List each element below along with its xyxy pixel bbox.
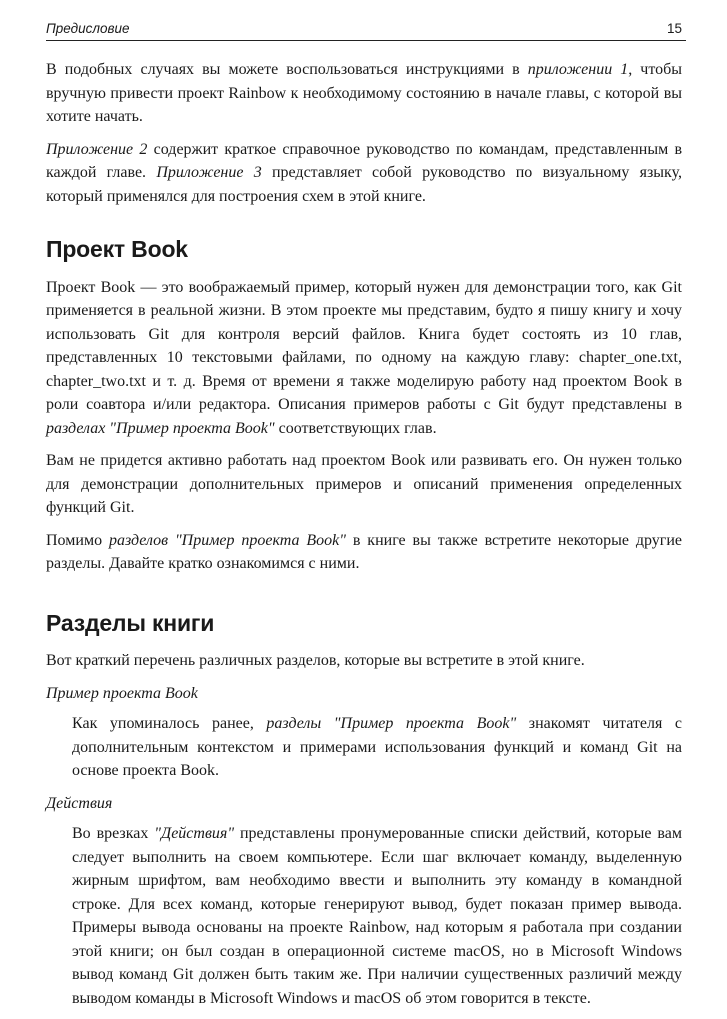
- text-run: Во врезках: [72, 825, 155, 842]
- book-project-paragraph-1: [46, 276, 682, 441]
- running-head: [46, 20, 686, 41]
- text-run: знакомят читателя с дополнительным контекстом и примерами использования функций и команд Git на основе проекта Book.: [72, 715, 683, 779]
- text-run: в книге вы также встретите некоторые другие разделы. Давайте кратко ознакомимся с ними.: [46, 531, 683, 572]
- text-run: представлены пронумерованные списки действий, которые вам следует выполнить на своем компьютере. Если шаг включает команду, выделенную жирным шрифтом, вам необходимо ввести и выполнить эту команду в командной строке. Для всех команд, которые генерируют вывод, будет показан пример вывода. Примеры вывода основаны на проекте Rainbow, над которым я работала при создании этой книги; он был создан в операционной системе macOS, но в Microsoft Windows вывод команд Git должен быть таким же. При наличии существенных различий между выводом команды в Microsoft Windows и macOS об этом говорится в тексте.: [72, 825, 682, 1007]
- term-actions: Действия: [46, 794, 113, 812]
- book-project-paragraph-3: [46, 529, 682, 576]
- book-sections-intro: Вот краткий перечень различных разделов, которые вы встретите в этой книге.: [46, 652, 585, 669]
- appendix-1-reference: приложении 1: [527, 61, 629, 78]
- heading-book-project: Проект Book: [46, 236, 188, 262]
- intro-paragraph-2: [46, 138, 682, 209]
- text-run: Помимо: [46, 531, 109, 549]
- page-number: 15: [666, 21, 682, 36]
- book-example-reference: разделах "Пример проекта Book": [46, 419, 275, 437]
- actions-reference: "Действия": [154, 825, 235, 842]
- book-example-reference: разделов "Пример проекта Book": [108, 531, 346, 549]
- text-run: представляет собой руководство по визуальному языку, который применялся для построения схем в этой книге.: [46, 164, 683, 205]
- body-text: [46, 58, 682, 1019]
- text-run: содержит краткое справочное руководство по командам, представленным в каждой главе.: [46, 140, 683, 181]
- appendix-3-reference: Приложение 3: [156, 164, 262, 181]
- definition-book-example: [72, 712, 682, 783]
- appendix-2-reference: Приложение 2: [46, 140, 148, 158]
- definition-actions: [72, 822, 682, 1010]
- heading-book-sections: Разделы книги: [46, 609, 215, 636]
- text-run: соответствующих глав.: [274, 419, 437, 437]
- text-run: Как упоминалось ранее,: [72, 715, 267, 732]
- text-run: В подобных случаях вы можете воспользоваться инструкциями в: [46, 61, 528, 78]
- book-project-paragraph-2: Вам не придется активно работать над проектом Book или развивать его. Он нужен только для демонстрации дополнительных примеров и описаний применения определенных функций Git.: [46, 452, 682, 516]
- running-head-section: Предисловие: [46, 21, 130, 36]
- text-run: Проект Book — это воображаемый пример, который нужен для демонстрации того, как Git применяется в реальной жизни. В этом проекте мы представим, будто я пишу книгу и хочу использовать Git для контроля версий файлов. Книга будет состоять из 10 глав, представленных 10 текстовыми файлами, по одному на каждую главу: chapter_one.txt, chapter_two.txt и т. д. Время от времени я также моделирую работу над проектом Book в роли соавтора и/или редактора. Описания примеров работы с Git будут представлены в: [46, 278, 682, 413]
- text-run: , чтобы вручную привести проект Rainbow к необходимому состоянию в начале главы, с которой вы хотите начать.: [46, 61, 682, 125]
- book-example-reference: разделы "Пример проекта Book": [266, 715, 517, 732]
- intro-paragraph-1: [46, 58, 682, 129]
- term-book-example: Пример проекта Book: [46, 684, 198, 702]
